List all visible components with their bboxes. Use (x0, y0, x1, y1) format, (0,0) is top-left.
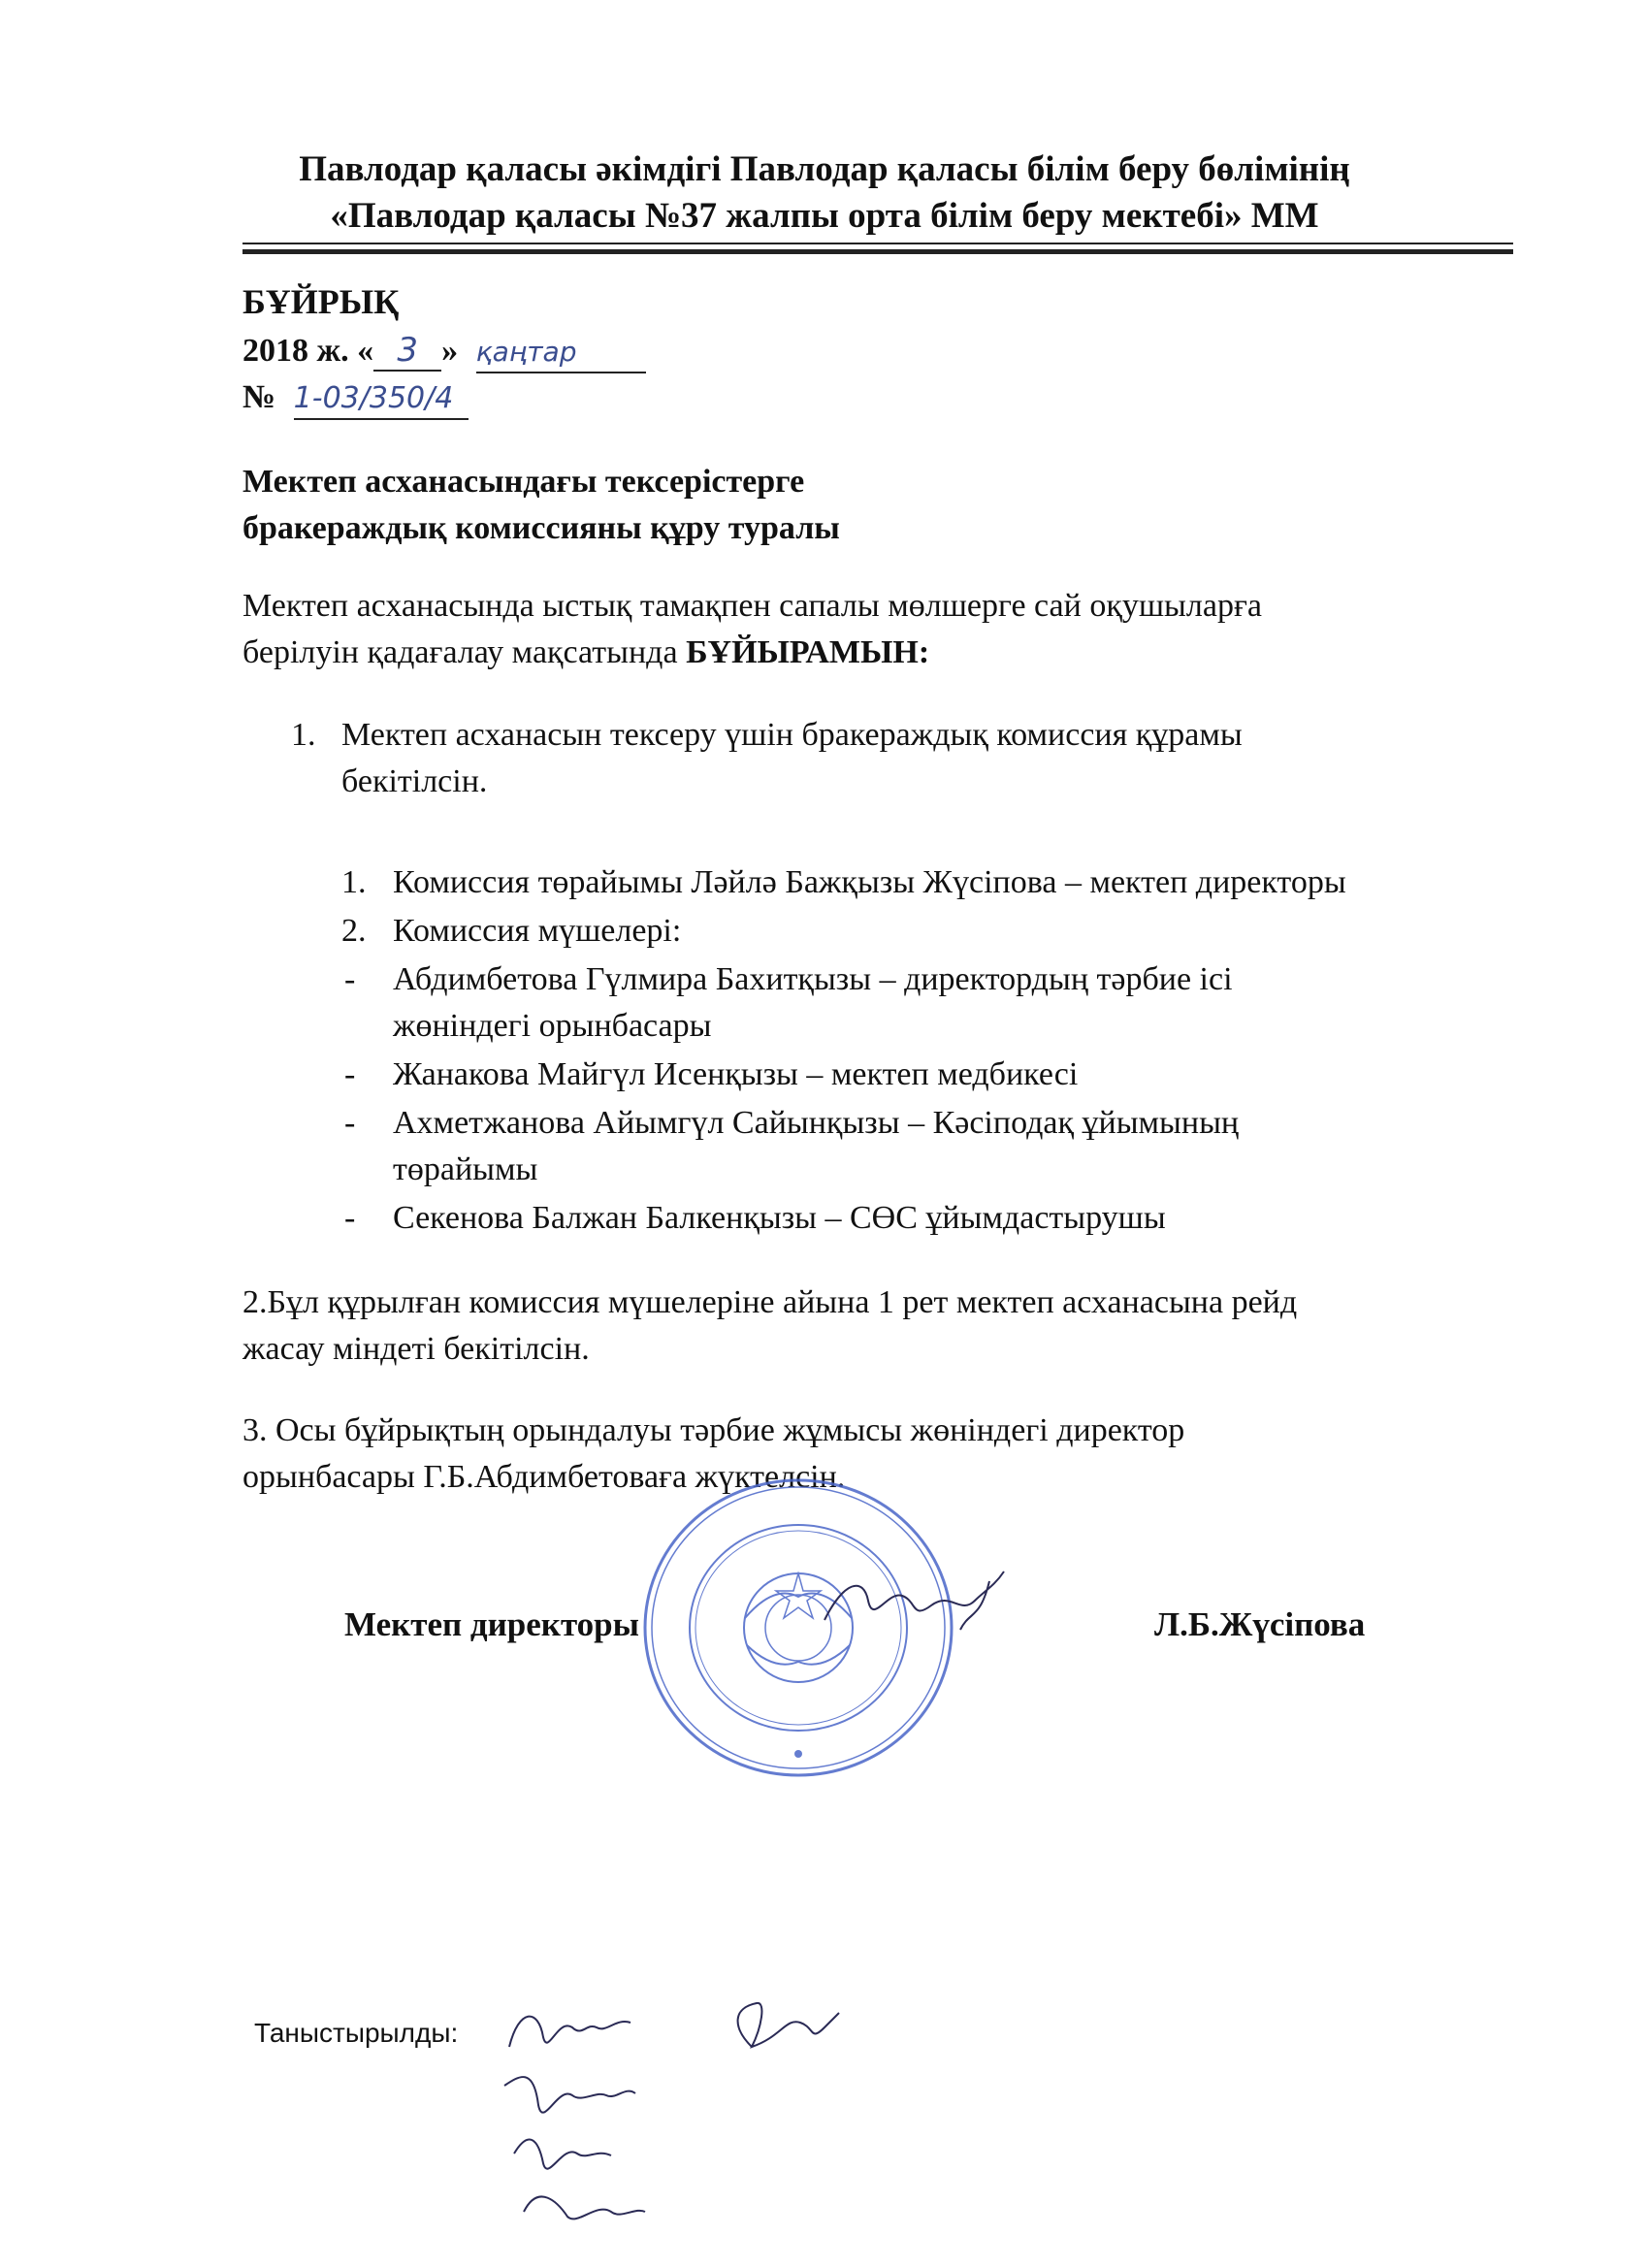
subject-line2: бракераждық комиссияны құру туралы (242, 510, 840, 546)
header-rule-thin (242, 243, 1513, 244)
director-signature-mark (815, 1562, 1009, 1649)
member-dash: - (344, 961, 356, 997)
acknowledged-label: Таныстырылды: (254, 2018, 459, 2048)
member-dash: - (344, 1056, 356, 1092)
item1-line1: Мектеп асханасын тексеру үшін бракераждық комиссия құрамы (341, 717, 1243, 753)
date-prefix: 2018 ж. « (242, 333, 374, 369)
item2-line1: 2.Бұл құрылған комиссия мүшелеріне айына 1 рет мектеп асханасына рейд (242, 1284, 1298, 1320)
organization-header-line1: Павлодар қаласы әкімдігі Павлодар қаласы білім беру бөлімінің (299, 149, 1350, 189)
signature-name: Л.Б.Жүсіпова (1154, 1605, 1366, 1643)
order-day: 3 (373, 331, 441, 372)
signature-title: Мектеп директоры (344, 1605, 639, 1643)
date-mid: » (441, 333, 459, 369)
order-month: қаңтар (476, 333, 646, 373)
preamble-directive: БҰЙЫРАМЫН: (686, 634, 930, 670)
number-label: № (242, 379, 276, 415)
member-1-line2: жөніндегі орынбасары (393, 1008, 712, 1044)
member-dash: - (344, 1105, 356, 1141)
preamble-text: берілуін қадағалау мақсатында (242, 634, 687, 670)
item3-line2: орынбасары Г.Б.Абдимбетоваға жүктелсін. (242, 1459, 846, 1495)
organization-header-line2: «Павлодар қаласы №37 жалпы орта білім беру мектебі» ММ (330, 196, 1319, 236)
member-3-line1: Ахметжанова Айымгүл Сайынқызы – Кәсіподақ ұйымының (393, 1105, 1240, 1141)
member-dash: - (344, 1200, 356, 1236)
acknowledgement-signatures (490, 1969, 878, 2260)
member-3-line2: төрайымы (393, 1151, 538, 1187)
preamble-line2 (242, 629, 929, 677)
members-label: Комиссия мүшелері: (393, 913, 682, 949)
order-number-row (242, 373, 469, 422)
member-4-line1: Секенова Балжан Балкенқызы – СӨС ұйымдастырушы (393, 1200, 1166, 1236)
item3-line1: 3. Осы бұйрықтың орындалуы тәрбие жұмысы жөніндегі директор (242, 1412, 1185, 1448)
item2-line2: жасау міндеті бекітілсін. (242, 1331, 590, 1367)
members-number: 2. (341, 913, 367, 949)
commission-chair: Комиссия төрайымы Ләйлә Бажқызы Жүсіпова – мектеп директоры (393, 864, 1346, 900)
preamble-line1: Мектеп асханасында ыстық тамақпен сапалы мөлшерге сай оқушыларға (242, 588, 1262, 624)
order-number: 1-03/350/4 (294, 379, 469, 420)
order-title: БҰЙРЫҚ (242, 282, 400, 321)
member-1-line1: Абдимбетова Гүлмира Бахитқызы – директордың тәрбие ісі (393, 961, 1233, 997)
member-2-line1: Жанакова Майгүл Исенқызы – мектеп медбикесі (393, 1056, 1079, 1092)
item1-line2: бекітілсін. (341, 763, 488, 799)
item1-number: 1. (291, 717, 316, 753)
chair-number: 1. (341, 864, 367, 900)
subject-line1: Мектеп асханасындағы тексерістерге (242, 464, 805, 500)
header-rule-thick (242, 249, 1513, 254)
order-date (242, 327, 646, 375)
